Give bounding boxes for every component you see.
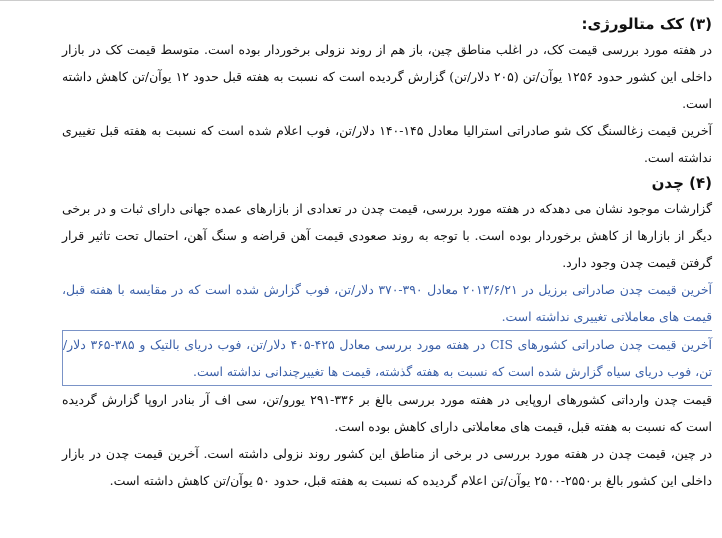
coking-coal-paragraph: آخرین قیمت زغالسنگ کک شو صادراتی استرالیا معادل ۱۴۵-۱۴۰ دلار/تن، فوب اعلام شده است که نسبت به هفته قبل تغییری نداشته است.	[62, 123, 712, 165]
china-pig-iron-paragraph: در چین، قیمت چدن در هفته مورد بررسی در برخی از مناطق این کشور روند نزولی داشته است. آخرین قیمت چدن در بازار داخلی این کشور بالغ بر۲۵۵۰-۲۵۰۰ یوآن/تن اعلام گردیده که نسبت به هفته قبل، حدود ۵۰ یوآن/تن کاهش داشته است.	[62, 446, 712, 488]
section-heading-coke: (۳) کک متالورژی:	[581, 15, 712, 33]
coke-price-paragraph: در هفته مورد بررسی قیمت کک، در اغلب مناطق چین، باز هم از روند نزولی برخوردار بوده است. متوسط قیمت کک در بازار داخلی این کشور حدود ۱۲۵۶ یوآن/تن (۲۰۵ دلار/تن) گزارش گردیده است که نسبت به هفته قبل حدود ۱۲ یوآن/تن کاهش داشته است.	[62, 42, 712, 111]
document-page	[62, 0, 712, 538]
brazil-pig-iron-paragraph: آخرین قیمت چدن صادراتی برزیل در ۲۰۱۳/۶/۲۱ معادل ۳۹۰-۳۷۰ دلار/تن، فوب گزارش شده است که در مقایسه با هفته قبل، قیمت های معاملاتی تغییری نداشته است.	[62, 276, 712, 331]
europe-pig-iron-paragraph: قیمت چدن وارداتی کشورهای اروپایی در هفته مورد بررسی بالغ بر ۳۳۶-۲۹۱ یورو/تن، سی اف آر بنادر اروپا گزارش گردیده است که نسبت به هفته قبل، قیمت های معاملاتی دارای کاهش بوده است.	[62, 392, 712, 434]
pig-iron-overview-paragraph: گزارشات موجود نشان می دهدکه در هفته مورد بررسی، قیمت چدن در تعدادی از بازارهای عمده جهانی دارای ثبات و در برخی دیگر از بازارها از کاهش برخوردار بوده است. با توجه به روند صعودی قیمت آهن قراضه و سنگ آهن، احتمال تحت تاثیر قرار گرفتن قیمت چدن وجود دارد.	[62, 201, 712, 270]
cis-pig-iron-paragraph: آخرین قیمت چدن صادراتی کشورهای CIS در هفته مورد بررسی معادل ۴۲۵-۴۰۵ دلار/تن، فوب دریای بالتیک و ۳۸۵-۳۶۵ دلار/تن، فوب دریای سیاه گزارش شده است که نسبت به هفته گذشته، قیمت ها تغییرچندانی نداشته است.	[62, 331, 712, 386]
section-heading-pig-iron: (۴) چدن	[651, 174, 712, 192]
